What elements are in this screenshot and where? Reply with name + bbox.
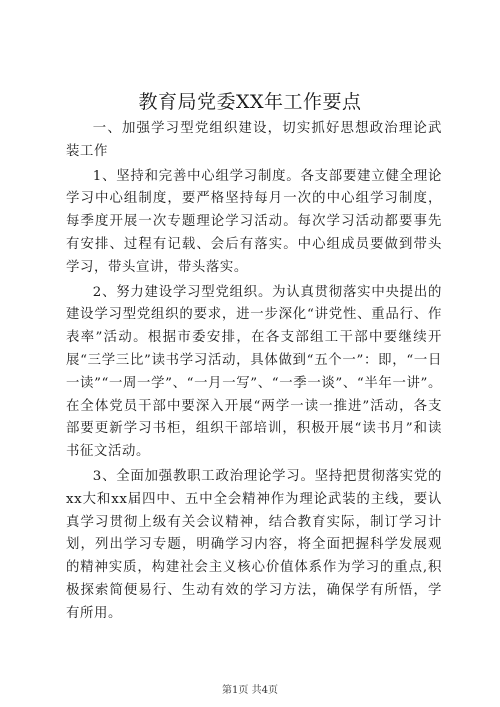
section-heading: 一、加强学习型党组织建设，切实抓好思想政治理论武装工作 — [66, 121, 442, 159]
paragraph-item-1: 1、坚持和完善中心组学习制度。各支部要建立健全理论学习中心组制度，要严格坚持每月一次的中心组学习制度，每季度开展一次专题理论学习活动。每次学习活动都要事先有安排、过程有记载、会后有落实。中心组成员要做到带头学习，带头宣讲，带头落实。 — [66, 168, 442, 275]
paragraph-item-2: 2、努力建设学习型党组织。为认真贯彻落实中央提出的建设学习型党组织的要求，进一步深化“讲党性、重品行、作表率”活动。根据市委安排，在各支部组工干部中要继续开展“三学三比”读书学习活动，具体做到“五个一”：即，“一日一读”“一周一学”、“一月一写”、“一季一谈”、“半年一讲”。在全体党员干部中要深入开展“两学一读一推进”活动，各支部要更新学习书柜，组织干部培训，积极开展“读书月”和读书征文活动。 — [66, 284, 442, 460]
page-number-footer: 第1页 共4页 — [222, 685, 278, 696]
document-body — [66, 118, 442, 628]
document-title: 教育局党委XX年工作要点 — [138, 91, 362, 113]
paragraph-item-3: 3、全面加强教职工政治理论学习。坚持把贯彻落实党的xx大和xx届四中、五中全会精神作为理论武装的主线，要认真学习贯彻上级有关会议精神，结合教育实际，制订学习计划，列出学习专题，明确学习内容，将全面把握科学发展观的精神实质，构建社会主义核心价值体系作为学习的重点,积极探索简便易行、生动有效的学习方法，确保学有所悟，学有所用。 — [66, 468, 442, 621]
